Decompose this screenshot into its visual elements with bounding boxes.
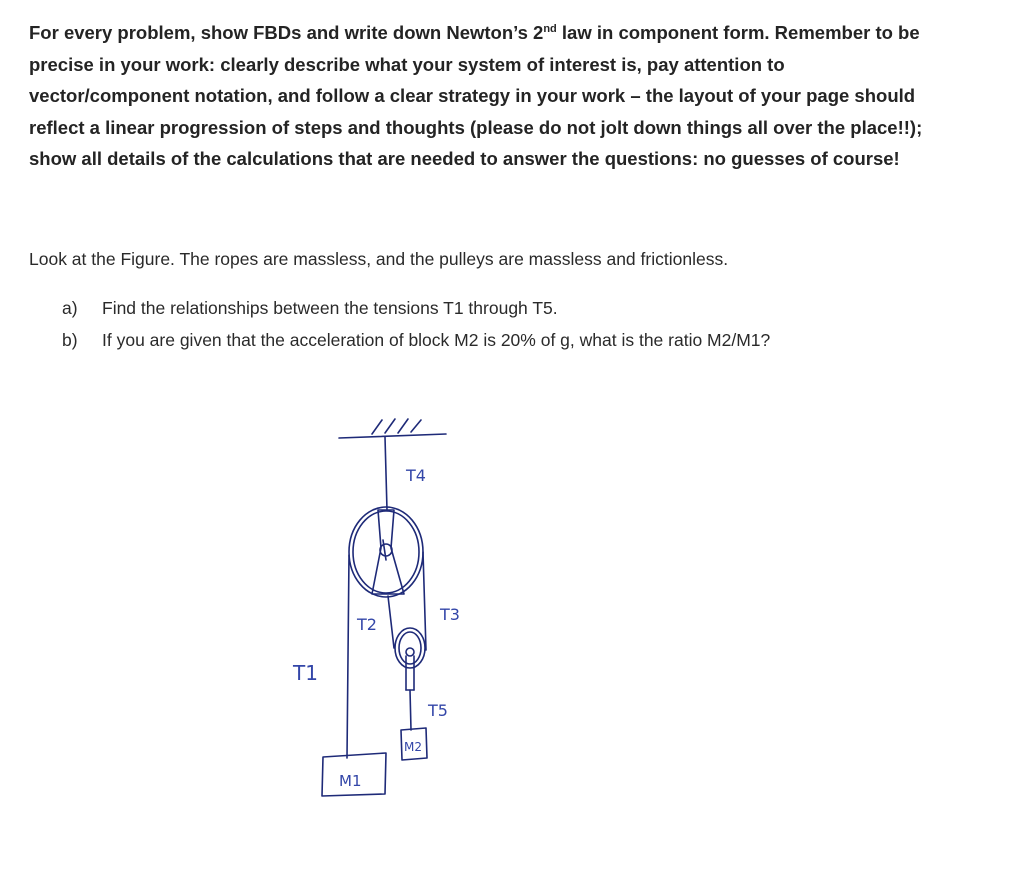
instructions-line-4: reflect a linear progression of steps and thoughts (please do not jolt down things all over the place!!);	[29, 116, 923, 138]
label-t1: T1	[293, 661, 318, 685]
rope-t3	[423, 552, 426, 650]
fixed-pulley	[349, 507, 423, 597]
movable-pulley	[395, 628, 425, 690]
question-label: a)	[62, 298, 78, 318]
label-m1: M1	[339, 772, 362, 790]
label-t2: T2	[357, 615, 377, 634]
label-t3: T3	[440, 605, 460, 624]
label-t4: T4	[406, 466, 426, 485]
question-label: b)	[62, 330, 78, 350]
instructions-line-2: precise in your work: clearly describe what your system of interest is, pay attention to	[29, 53, 785, 75]
rope-t1	[347, 555, 349, 758]
label-m2: M2	[404, 740, 422, 754]
instructions-line-1: For every problem, show FBDs and write down Newton’s 2nd law in component form. Remember to be	[29, 22, 920, 43]
rope-t4	[385, 437, 387, 510]
rope-t2	[388, 596, 394, 648]
ceiling-line	[339, 434, 446, 438]
question-text: If you are given that the acceleration of block M2 is 20% of g, what is the ratio M2/M1?	[102, 330, 771, 350]
instructions-line-3: vector/component notation, and follow a clear strategy in your work – the layout of your page should	[29, 85, 916, 106]
ceiling-hatch	[372, 419, 421, 434]
label-t5: T5	[428, 701, 448, 720]
instructions-line-5: show all details of the calculations that are needed to answer the questions: no guesses of course!	[29, 148, 900, 169]
question-text: Find the relationships between the tensions T1 through T5.	[102, 298, 558, 318]
rope-t5	[410, 690, 411, 730]
problem-intro: Look at the Figure. The ropes are massless, and the pulleys are massless and frictionless.	[29, 249, 729, 269]
